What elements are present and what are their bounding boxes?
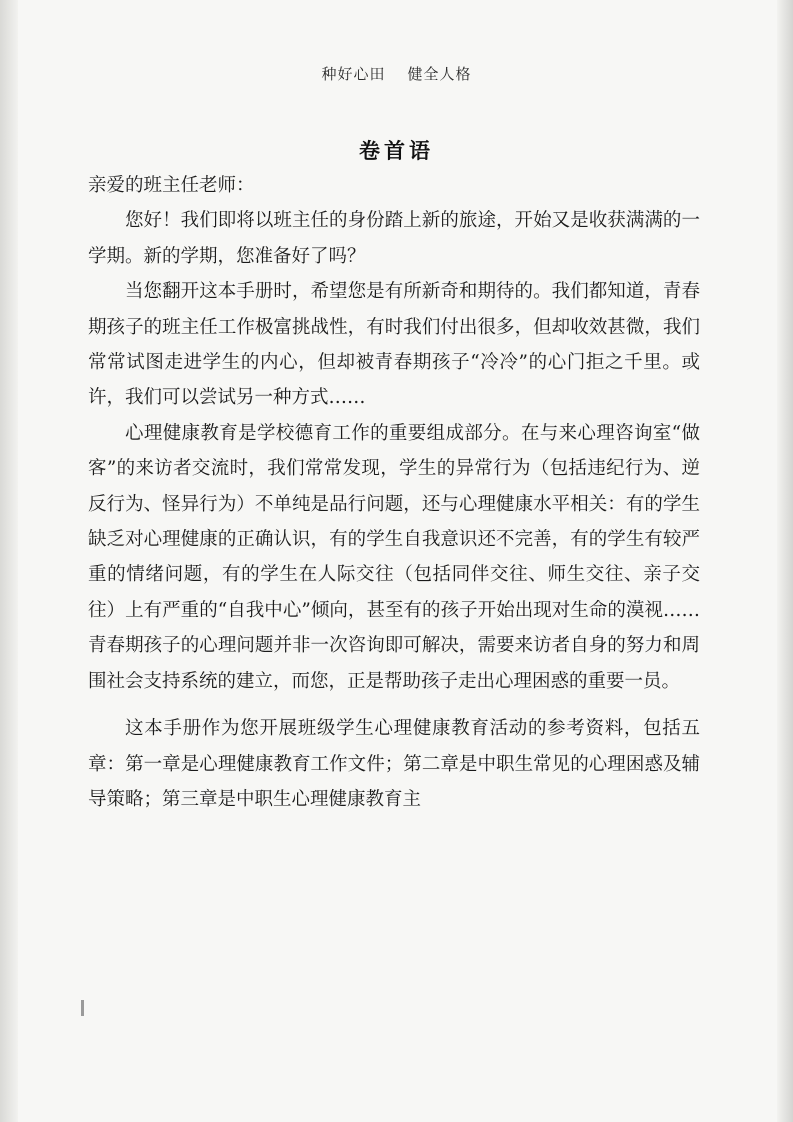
page-title: 卷首语 xyxy=(359,138,434,163)
paragraph-contents: 这本手册作为您开展班级学生心理健康教育活动的参考资料，包括五章：第一章是心理健康教育工作文件；第二章是中职生常见的心理困惑及辅导策略；第三章是中职生心理健康教育主 xyxy=(88,718,700,810)
salutation: 亲爱的班主任老师： xyxy=(88,175,255,196)
binding-mark xyxy=(81,1000,84,1016)
paragraph-handbook-intro: 当您翻开这本手册时，希望您是有所新奇和期待的。我们都知道，青春期孩子的班主任工作极富挑战性，有时我们付出很多，但却收效甚微，我们常常试图走进学生的内心，但却被青春期孩子“冷冷”的心门拒之千里。或许，我们可以尝试另一种方式…… xyxy=(88,281,700,409)
paragraph-mental-health: 心理健康教育是学校德育工作的重要组成部分。在与来心理咨询室“做客”的来访者交流时，我们常常发现，学生的异常行为（包括违纪行为、逆反行为、怪异行为）不单纯是品行问题，还与心理健康水平相关：有的学生缺乏对心理健康的正确认识，有的学生自我意识还不完善，有的学生有较严重的情绪问题，有的学生在人际交往（包括同伴交往、师生交往、亲子交往）上有严重的“自我中心”倾向，甚至有的孩子开始出现对生命的漠视……青春期孩子的心理问题并非一次咨询即可解决，需要来访者自身的努力和周围社会支持系统的建立，而您，正是帮助孩子走出心理困惑的重要一员。 xyxy=(88,422,700,692)
header-left-phrase: 种好心田 xyxy=(321,65,386,83)
scan-shadow-right xyxy=(777,0,793,1122)
running-header xyxy=(0,63,793,84)
scan-shadow-left xyxy=(0,0,18,1122)
paragraph-greeting: 您好！我们即将以班主任的身份踏上新的旅途，开始又是收获满满的一学期。新的学期，您准备好了吗？ xyxy=(88,210,700,267)
header-right-phrase: 健全人格 xyxy=(407,65,472,83)
body-text xyxy=(88,168,700,817)
